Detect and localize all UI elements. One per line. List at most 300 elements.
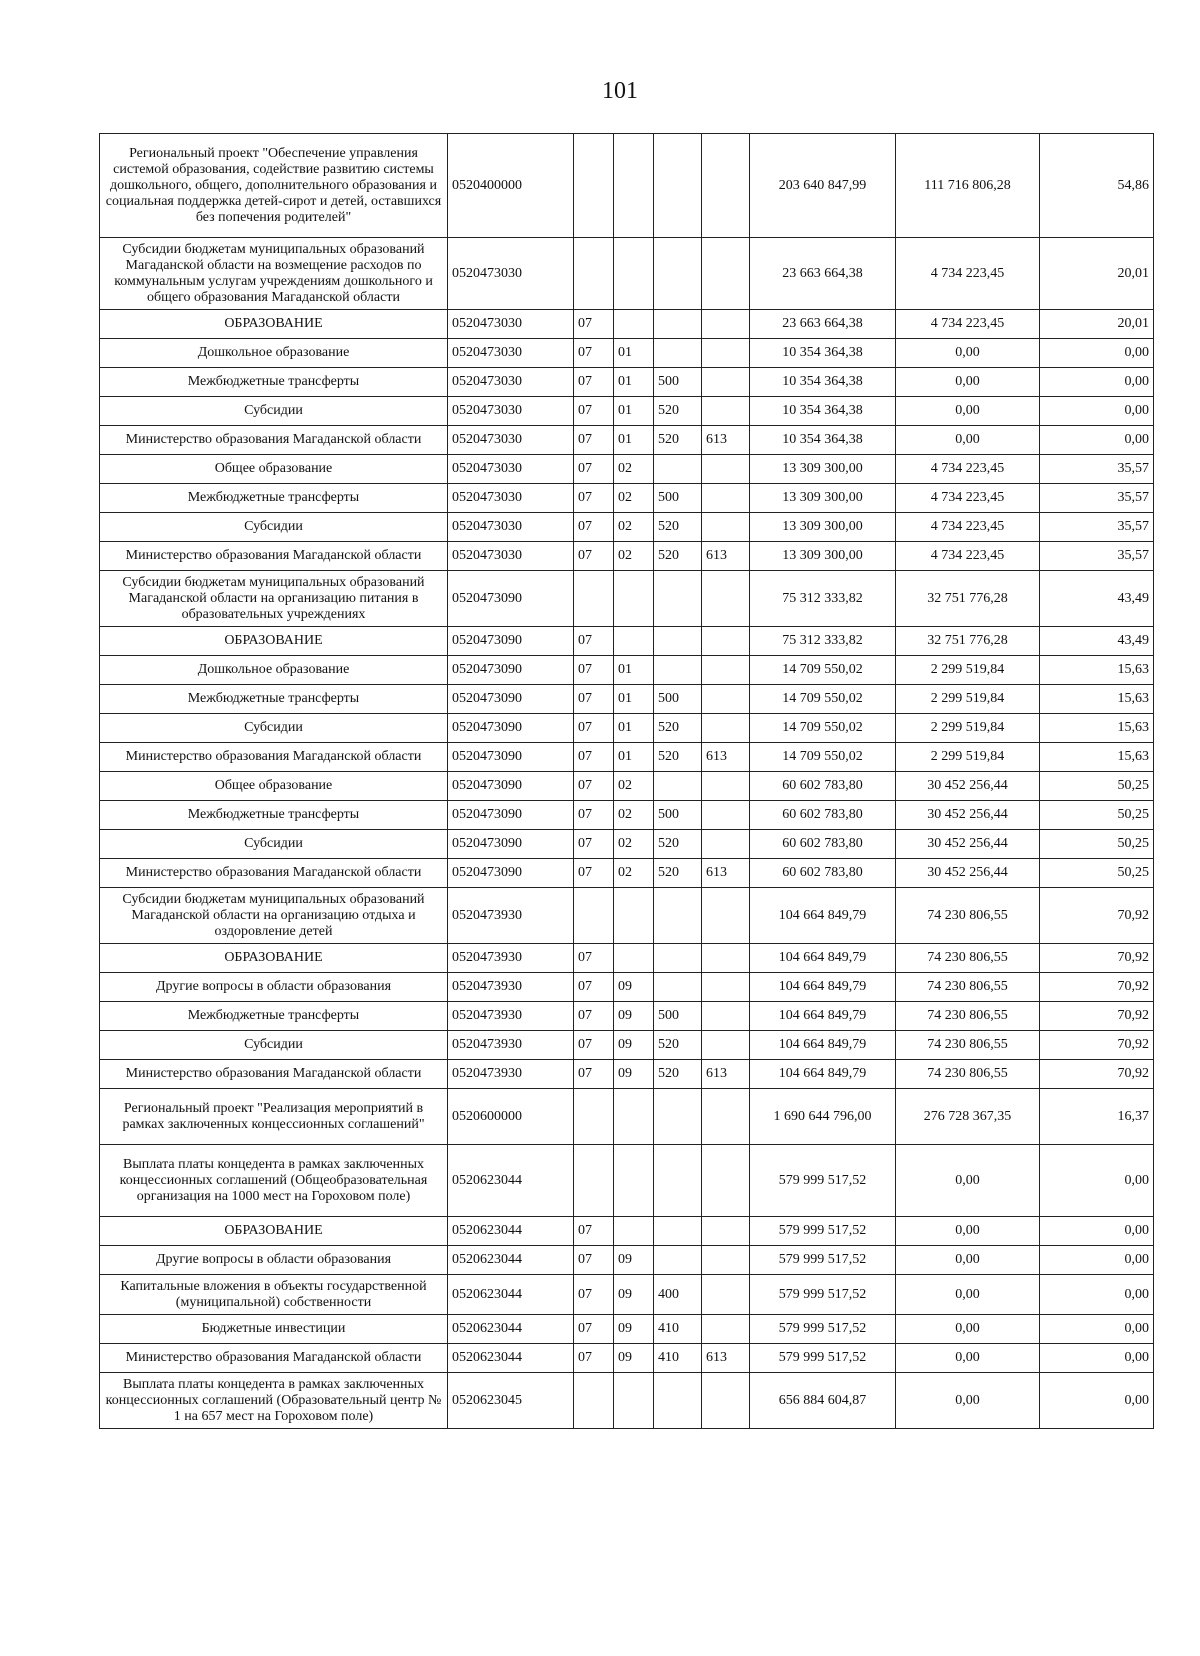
row-expense-type-code bbox=[654, 134, 702, 238]
row-expense-type-code bbox=[654, 973, 702, 1002]
table-row bbox=[100, 685, 1154, 714]
row-section-code: 07 bbox=[574, 1060, 614, 1089]
row-name: Дошкольное образование bbox=[100, 339, 448, 368]
row-expense-type-code: 520 bbox=[654, 714, 702, 743]
row-planned-amount: 13 309 300,00 bbox=[750, 542, 896, 571]
row-target-code: 0520623045 bbox=[448, 1373, 574, 1429]
row-administrator-code: 613 bbox=[702, 743, 750, 772]
row-subsection-code bbox=[614, 1145, 654, 1217]
table-row bbox=[100, 1145, 1154, 1217]
row-target-code: 0520473090 bbox=[448, 859, 574, 888]
row-administrator-code bbox=[702, 1217, 750, 1246]
row-target-code: 0520473090 bbox=[448, 801, 574, 830]
row-planned-amount: 203 640 847,99 bbox=[750, 134, 896, 238]
row-name: Субсидии bbox=[100, 714, 448, 743]
row-target-code: 0520473930 bbox=[448, 973, 574, 1002]
row-execution-percent: 35,57 bbox=[1040, 484, 1154, 513]
row-section-code: 07 bbox=[574, 339, 614, 368]
row-administrator-code bbox=[702, 455, 750, 484]
row-subsection-code bbox=[614, 134, 654, 238]
row-execution-percent: 0,00 bbox=[1040, 1344, 1154, 1373]
row-name: Региональный проект "Реализация мероприятий в рамках заключенных концессионных соглашений" bbox=[100, 1089, 448, 1145]
row-name: Субсидии bbox=[100, 397, 448, 426]
row-name: Выплата платы концедента в рамках заключенных концессионных соглашений (Общеобразовательная организация на 1000 мест на Гороховом поле) bbox=[100, 1145, 448, 1217]
row-target-code: 0520623044 bbox=[448, 1217, 574, 1246]
row-target-code: 0520473090 bbox=[448, 830, 574, 859]
row-subsection-code: 02 bbox=[614, 830, 654, 859]
row-planned-amount: 579 999 517,52 bbox=[750, 1246, 896, 1275]
table-row bbox=[100, 1002, 1154, 1031]
page-number: 101 bbox=[602, 78, 638, 104]
row-planned-amount: 579 999 517,52 bbox=[750, 1217, 896, 1246]
row-target-code: 0520473090 bbox=[448, 685, 574, 714]
row-section-code: 07 bbox=[574, 627, 614, 656]
row-subsection-code: 09 bbox=[614, 1344, 654, 1373]
row-name: Субсидии bbox=[100, 830, 448, 859]
row-execution-percent: 70,92 bbox=[1040, 973, 1154, 1002]
row-actual-amount: 276 728 367,35 bbox=[896, 1089, 1040, 1145]
table-row bbox=[100, 1060, 1154, 1089]
row-expense-type-code: 500 bbox=[654, 368, 702, 397]
row-target-code: 0520473030 bbox=[448, 238, 574, 310]
row-actual-amount: 0,00 bbox=[896, 339, 1040, 368]
row-target-code: 0520473030 bbox=[448, 484, 574, 513]
row-planned-amount: 10 354 364,38 bbox=[750, 339, 896, 368]
row-administrator-code bbox=[702, 944, 750, 973]
row-expense-type-code bbox=[654, 571, 702, 627]
table-row bbox=[100, 426, 1154, 455]
row-administrator-code bbox=[702, 888, 750, 944]
row-planned-amount: 104 664 849,79 bbox=[750, 1002, 896, 1031]
row-name: Министерство образования Магаданской области bbox=[100, 1344, 448, 1373]
table-row bbox=[100, 1246, 1154, 1275]
table-row bbox=[100, 772, 1154, 801]
row-subsection-code: 09 bbox=[614, 1031, 654, 1060]
row-execution-percent: 0,00 bbox=[1040, 1275, 1154, 1315]
table-row bbox=[100, 656, 1154, 685]
row-planned-amount: 1 690 644 796,00 bbox=[750, 1089, 896, 1145]
row-name: Министерство образования Магаданской области bbox=[100, 1060, 448, 1089]
row-administrator-code bbox=[702, 685, 750, 714]
row-administrator-code bbox=[702, 1315, 750, 1344]
row-planned-amount: 60 602 783,80 bbox=[750, 801, 896, 830]
row-expense-type-code: 500 bbox=[654, 685, 702, 714]
row-subsection-code: 09 bbox=[614, 1060, 654, 1089]
row-expense-type-code bbox=[654, 339, 702, 368]
row-expense-type-code bbox=[654, 772, 702, 801]
row-expense-type-code: 520 bbox=[654, 830, 702, 859]
row-expense-type-code: 520 bbox=[654, 1060, 702, 1089]
row-name: Другие вопросы в области образования bbox=[100, 1246, 448, 1275]
row-name: Межбюджетные трансферты bbox=[100, 368, 448, 397]
row-section-code: 07 bbox=[574, 801, 614, 830]
row-target-code: 0520623044 bbox=[448, 1246, 574, 1275]
row-section-code: 07 bbox=[574, 685, 614, 714]
row-name: Министерство образования Магаданской области bbox=[100, 426, 448, 455]
row-section-code: 07 bbox=[574, 368, 614, 397]
row-section-code bbox=[574, 1089, 614, 1145]
row-subsection-code: 02 bbox=[614, 859, 654, 888]
row-planned-amount: 75 312 333,82 bbox=[750, 627, 896, 656]
row-actual-amount: 0,00 bbox=[896, 1275, 1040, 1315]
row-target-code: 0520623044 bbox=[448, 1145, 574, 1217]
row-expense-type-code: 400 bbox=[654, 1275, 702, 1315]
table-row bbox=[100, 1373, 1154, 1429]
row-section-code: 07 bbox=[574, 397, 614, 426]
row-planned-amount: 104 664 849,79 bbox=[750, 944, 896, 973]
table-row bbox=[100, 1031, 1154, 1060]
row-expense-type-code: 520 bbox=[654, 859, 702, 888]
row-administrator-code bbox=[702, 571, 750, 627]
row-expense-type-code: 500 bbox=[654, 1002, 702, 1031]
row-planned-amount: 104 664 849,79 bbox=[750, 888, 896, 944]
row-expense-type-code: 520 bbox=[654, 542, 702, 571]
row-name: Межбюджетные трансферты bbox=[100, 484, 448, 513]
table-row bbox=[100, 513, 1154, 542]
row-expense-type-code bbox=[654, 656, 702, 685]
row-expense-type-code: 520 bbox=[654, 397, 702, 426]
row-actual-amount: 4 734 223,45 bbox=[896, 513, 1040, 542]
row-section-code: 07 bbox=[574, 743, 614, 772]
row-execution-percent: 20,01 bbox=[1040, 310, 1154, 339]
row-actual-amount: 4 734 223,45 bbox=[896, 455, 1040, 484]
table-row bbox=[100, 339, 1154, 368]
row-name: Другие вопросы в области образования bbox=[100, 973, 448, 1002]
row-administrator-code bbox=[702, 627, 750, 656]
row-administrator-code bbox=[702, 238, 750, 310]
row-actual-amount: 0,00 bbox=[896, 397, 1040, 426]
row-name: Субсидии бюджетам муниципальных образований Магаданской области на возмещение расходов по коммунальным услугам учреждениям дошкольного и общего образования Магаданской области bbox=[100, 238, 448, 310]
row-subsection-code: 09 bbox=[614, 1246, 654, 1275]
row-execution-percent: 70,92 bbox=[1040, 1002, 1154, 1031]
row-administrator-code: 613 bbox=[702, 426, 750, 455]
row-section-code: 07 bbox=[574, 1315, 614, 1344]
row-subsection-code bbox=[614, 627, 654, 656]
row-actual-amount: 4 734 223,45 bbox=[896, 310, 1040, 339]
row-administrator-code: 613 bbox=[702, 1344, 750, 1373]
row-actual-amount: 4 734 223,45 bbox=[896, 484, 1040, 513]
row-target-code: 0520623044 bbox=[448, 1344, 574, 1373]
row-name: Межбюджетные трансферты bbox=[100, 801, 448, 830]
table-row bbox=[100, 973, 1154, 1002]
row-subsection-code: 09 bbox=[614, 973, 654, 1002]
row-actual-amount: 74 230 806,55 bbox=[896, 888, 1040, 944]
row-section-code: 07 bbox=[574, 1246, 614, 1275]
row-actual-amount: 32 751 776,28 bbox=[896, 627, 1040, 656]
row-subsection-code: 01 bbox=[614, 368, 654, 397]
row-name: Капитальные вложения в объекты государственной (муниципальной) собственности bbox=[100, 1275, 448, 1315]
row-actual-amount: 0,00 bbox=[896, 1373, 1040, 1429]
row-execution-percent: 0,00 bbox=[1040, 397, 1154, 426]
row-administrator-code bbox=[702, 1089, 750, 1145]
table-row bbox=[100, 830, 1154, 859]
row-planned-amount: 10 354 364,38 bbox=[750, 368, 896, 397]
row-administrator-code bbox=[702, 973, 750, 1002]
row-target-code: 0520473030 bbox=[448, 426, 574, 455]
row-administrator-code: 613 bbox=[702, 1060, 750, 1089]
row-administrator-code bbox=[702, 1031, 750, 1060]
row-section-code: 07 bbox=[574, 1217, 614, 1246]
row-subsection-code: 01 bbox=[614, 397, 654, 426]
row-administrator-code bbox=[702, 1373, 750, 1429]
row-target-code: 0520400000 bbox=[448, 134, 574, 238]
row-name: Бюджетные инвестиции bbox=[100, 1315, 448, 1344]
row-actual-amount: 74 230 806,55 bbox=[896, 973, 1040, 1002]
row-target-code: 0520473030 bbox=[448, 339, 574, 368]
row-expense-type-code: 520 bbox=[654, 426, 702, 455]
row-name: Межбюджетные трансферты bbox=[100, 1002, 448, 1031]
table-row bbox=[100, 368, 1154, 397]
table-row bbox=[100, 455, 1154, 484]
row-administrator-code bbox=[702, 310, 750, 339]
row-administrator-code bbox=[702, 1275, 750, 1315]
table-row bbox=[100, 627, 1154, 656]
row-target-code: 0520473930 bbox=[448, 944, 574, 973]
row-name: Министерство образования Магаданской области bbox=[100, 743, 448, 772]
row-name: Межбюджетные трансферты bbox=[100, 685, 448, 714]
row-execution-percent: 54,86 bbox=[1040, 134, 1154, 238]
row-section-code: 07 bbox=[574, 455, 614, 484]
row-planned-amount: 10 354 364,38 bbox=[750, 426, 896, 455]
row-administrator-code bbox=[702, 772, 750, 801]
row-section-code: 07 bbox=[574, 542, 614, 571]
row-target-code: 0520473090 bbox=[448, 627, 574, 656]
row-administrator-code bbox=[702, 397, 750, 426]
row-section-code: 07 bbox=[574, 772, 614, 801]
row-name: Общее образование bbox=[100, 772, 448, 801]
table-row bbox=[100, 1315, 1154, 1344]
row-expense-type-code bbox=[654, 1089, 702, 1145]
row-expense-type-code bbox=[654, 944, 702, 973]
row-name: ОБРАЗОВАНИЕ bbox=[100, 310, 448, 339]
row-planned-amount: 23 663 664,38 bbox=[750, 310, 896, 339]
row-actual-amount: 74 230 806,55 bbox=[896, 1031, 1040, 1060]
row-execution-percent: 0,00 bbox=[1040, 426, 1154, 455]
row-planned-amount: 23 663 664,38 bbox=[750, 238, 896, 310]
row-execution-percent: 35,57 bbox=[1040, 513, 1154, 542]
row-subsection-code bbox=[614, 944, 654, 973]
row-subsection-code: 01 bbox=[614, 656, 654, 685]
row-actual-amount: 0,00 bbox=[896, 368, 1040, 397]
row-expense-type-code: 410 bbox=[654, 1344, 702, 1373]
row-target-code: 0520473090 bbox=[448, 571, 574, 627]
table-row bbox=[100, 397, 1154, 426]
row-subsection-code bbox=[614, 238, 654, 310]
row-actual-amount: 74 230 806,55 bbox=[896, 944, 1040, 973]
row-execution-percent: 70,92 bbox=[1040, 1060, 1154, 1089]
row-subsection-code: 02 bbox=[614, 542, 654, 571]
row-subsection-code: 09 bbox=[614, 1315, 654, 1344]
row-expense-type-code bbox=[654, 310, 702, 339]
budget-table bbox=[99, 133, 1154, 1429]
row-section-code bbox=[574, 1373, 614, 1429]
row-planned-amount: 13 309 300,00 bbox=[750, 484, 896, 513]
row-expense-type-code bbox=[654, 1217, 702, 1246]
row-actual-amount: 4 734 223,45 bbox=[896, 542, 1040, 571]
row-administrator-code bbox=[702, 714, 750, 743]
row-expense-type-code bbox=[654, 455, 702, 484]
row-expense-type-code bbox=[654, 238, 702, 310]
row-subsection-code bbox=[614, 571, 654, 627]
row-execution-percent: 50,25 bbox=[1040, 772, 1154, 801]
row-subsection-code: 09 bbox=[614, 1002, 654, 1031]
row-target-code: 0520600000 bbox=[448, 1089, 574, 1145]
row-execution-percent: 0,00 bbox=[1040, 339, 1154, 368]
row-administrator-code bbox=[702, 801, 750, 830]
row-execution-percent: 50,25 bbox=[1040, 801, 1154, 830]
row-planned-amount: 104 664 849,79 bbox=[750, 973, 896, 1002]
table-row bbox=[100, 801, 1154, 830]
row-section-code: 07 bbox=[574, 714, 614, 743]
row-actual-amount: 2 299 519,84 bbox=[896, 685, 1040, 714]
table-row bbox=[100, 238, 1154, 310]
budget-table-body bbox=[100, 134, 1154, 1429]
row-section-code: 07 bbox=[574, 973, 614, 1002]
row-execution-percent: 43,49 bbox=[1040, 571, 1154, 627]
row-execution-percent: 35,57 bbox=[1040, 455, 1154, 484]
row-planned-amount: 104 664 849,79 bbox=[750, 1031, 896, 1060]
row-section-code: 07 bbox=[574, 944, 614, 973]
row-planned-amount: 579 999 517,52 bbox=[750, 1315, 896, 1344]
row-planned-amount: 60 602 783,80 bbox=[750, 830, 896, 859]
row-actual-amount: 2 299 519,84 bbox=[896, 743, 1040, 772]
row-name: Субсидии bbox=[100, 1031, 448, 1060]
row-name: Региональный проект "Обеспечение управления системой образования, содействие развитию системы дошкольного, общего, дополнительного образования и социальная поддержка детей-сирот и детей, оставшихся без попечения родителей" bbox=[100, 134, 448, 238]
row-expense-type-code: 520 bbox=[654, 743, 702, 772]
row-name: Субсидии бюджетам муниципальных образований Магаданской области на организацию отдыха и оздоровление детей bbox=[100, 888, 448, 944]
row-administrator-code bbox=[702, 830, 750, 859]
row-section-code: 07 bbox=[574, 1031, 614, 1060]
row-name: Субсидии bbox=[100, 513, 448, 542]
row-section-code: 07 bbox=[574, 426, 614, 455]
row-section-code: 07 bbox=[574, 1275, 614, 1315]
row-expense-type-code bbox=[654, 1373, 702, 1429]
row-execution-percent: 0,00 bbox=[1040, 1246, 1154, 1275]
table-row bbox=[100, 1275, 1154, 1315]
table-row bbox=[100, 714, 1154, 743]
row-administrator-code bbox=[702, 339, 750, 368]
row-subsection-code: 02 bbox=[614, 801, 654, 830]
row-subsection-code: 01 bbox=[614, 339, 654, 368]
row-subsection-code: 02 bbox=[614, 455, 654, 484]
row-planned-amount: 75 312 333,82 bbox=[750, 571, 896, 627]
row-planned-amount: 579 999 517,52 bbox=[750, 1344, 896, 1373]
row-expense-type-code bbox=[654, 1145, 702, 1217]
row-expense-type-code: 500 bbox=[654, 801, 702, 830]
row-actual-amount: 0,00 bbox=[896, 1315, 1040, 1344]
table-row bbox=[100, 134, 1154, 238]
row-execution-percent: 20,01 bbox=[1040, 238, 1154, 310]
row-name: Выплата платы концедента в рамках заключенных концессионных соглашений (Образовательный центр № 1 на 657 мест на Гороховом поле) bbox=[100, 1373, 448, 1429]
row-expense-type-code: 500 bbox=[654, 484, 702, 513]
row-subsection-code bbox=[614, 1373, 654, 1429]
row-actual-amount: 74 230 806,55 bbox=[896, 1002, 1040, 1031]
row-expense-type-code: 520 bbox=[654, 513, 702, 542]
row-administrator-code bbox=[702, 134, 750, 238]
table-row bbox=[100, 1344, 1154, 1373]
row-execution-percent: 50,25 bbox=[1040, 859, 1154, 888]
row-actual-amount: 30 452 256,44 bbox=[896, 830, 1040, 859]
row-actual-amount: 2 299 519,84 bbox=[896, 714, 1040, 743]
table-row bbox=[100, 310, 1154, 339]
row-section-code bbox=[574, 238, 614, 310]
row-planned-amount: 579 999 517,52 bbox=[750, 1145, 896, 1217]
row-execution-percent: 70,92 bbox=[1040, 944, 1154, 973]
row-target-code: 0520623044 bbox=[448, 1275, 574, 1315]
row-actual-amount: 2 299 519,84 bbox=[896, 656, 1040, 685]
table-row bbox=[100, 888, 1154, 944]
row-subsection-code: 09 bbox=[614, 1275, 654, 1315]
row-subsection-code: 01 bbox=[614, 426, 654, 455]
row-planned-amount: 656 884 604,87 bbox=[750, 1373, 896, 1429]
row-execution-percent: 50,25 bbox=[1040, 830, 1154, 859]
row-planned-amount: 14 709 550,02 bbox=[750, 685, 896, 714]
row-section-code bbox=[574, 1145, 614, 1217]
row-execution-percent: 15,63 bbox=[1040, 743, 1154, 772]
row-target-code: 0520473030 bbox=[448, 368, 574, 397]
table-row bbox=[100, 743, 1154, 772]
row-execution-percent: 15,63 bbox=[1040, 714, 1154, 743]
row-planned-amount: 60 602 783,80 bbox=[750, 772, 896, 801]
row-planned-amount: 14 709 550,02 bbox=[750, 743, 896, 772]
row-expense-type-code: 410 bbox=[654, 1315, 702, 1344]
row-subsection-code: 01 bbox=[614, 714, 654, 743]
row-name: ОБРАЗОВАНИЕ bbox=[100, 1217, 448, 1246]
row-administrator-code: 613 bbox=[702, 859, 750, 888]
row-target-code: 0520473090 bbox=[448, 743, 574, 772]
row-target-code: 0520473030 bbox=[448, 397, 574, 426]
row-execution-percent: 15,63 bbox=[1040, 685, 1154, 714]
row-actual-amount: 4 734 223,45 bbox=[896, 238, 1040, 310]
row-section-code: 07 bbox=[574, 310, 614, 339]
row-execution-percent: 16,37 bbox=[1040, 1089, 1154, 1145]
row-section-code: 07 bbox=[574, 830, 614, 859]
row-planned-amount: 14 709 550,02 bbox=[750, 714, 896, 743]
row-expense-type-code: 520 bbox=[654, 1031, 702, 1060]
table-row bbox=[100, 944, 1154, 973]
row-subsection-code bbox=[614, 888, 654, 944]
row-execution-percent: 43,49 bbox=[1040, 627, 1154, 656]
row-execution-percent: 0,00 bbox=[1040, 1315, 1154, 1344]
table-row bbox=[100, 1089, 1154, 1145]
row-section-code: 07 bbox=[574, 513, 614, 542]
row-planned-amount: 579 999 517,52 bbox=[750, 1275, 896, 1315]
row-actual-amount: 32 751 776,28 bbox=[896, 571, 1040, 627]
row-section-code: 07 bbox=[574, 484, 614, 513]
row-planned-amount: 10 354 364,38 bbox=[750, 397, 896, 426]
row-name: Министерство образования Магаданской области bbox=[100, 859, 448, 888]
row-administrator-code bbox=[702, 1145, 750, 1217]
row-execution-percent: 35,57 bbox=[1040, 542, 1154, 571]
row-target-code: 0520623044 bbox=[448, 1315, 574, 1344]
table-row bbox=[100, 542, 1154, 571]
row-target-code: 0520473090 bbox=[448, 656, 574, 685]
row-name: ОБРАЗОВАНИЕ bbox=[100, 944, 448, 973]
row-section-code bbox=[574, 571, 614, 627]
row-target-code: 0520473030 bbox=[448, 542, 574, 571]
row-target-code: 0520473030 bbox=[448, 513, 574, 542]
row-subsection-code bbox=[614, 1217, 654, 1246]
row-name: ОБРАЗОВАНИЕ bbox=[100, 627, 448, 656]
row-section-code bbox=[574, 134, 614, 238]
row-actual-amount: 111 716 806,28 bbox=[896, 134, 1040, 238]
row-actual-amount: 0,00 bbox=[896, 1344, 1040, 1373]
row-planned-amount: 60 602 783,80 bbox=[750, 859, 896, 888]
row-section-code: 07 bbox=[574, 656, 614, 685]
row-execution-percent: 0,00 bbox=[1040, 1373, 1154, 1429]
row-target-code: 0520473030 bbox=[448, 455, 574, 484]
row-administrator-code: 613 bbox=[702, 542, 750, 571]
